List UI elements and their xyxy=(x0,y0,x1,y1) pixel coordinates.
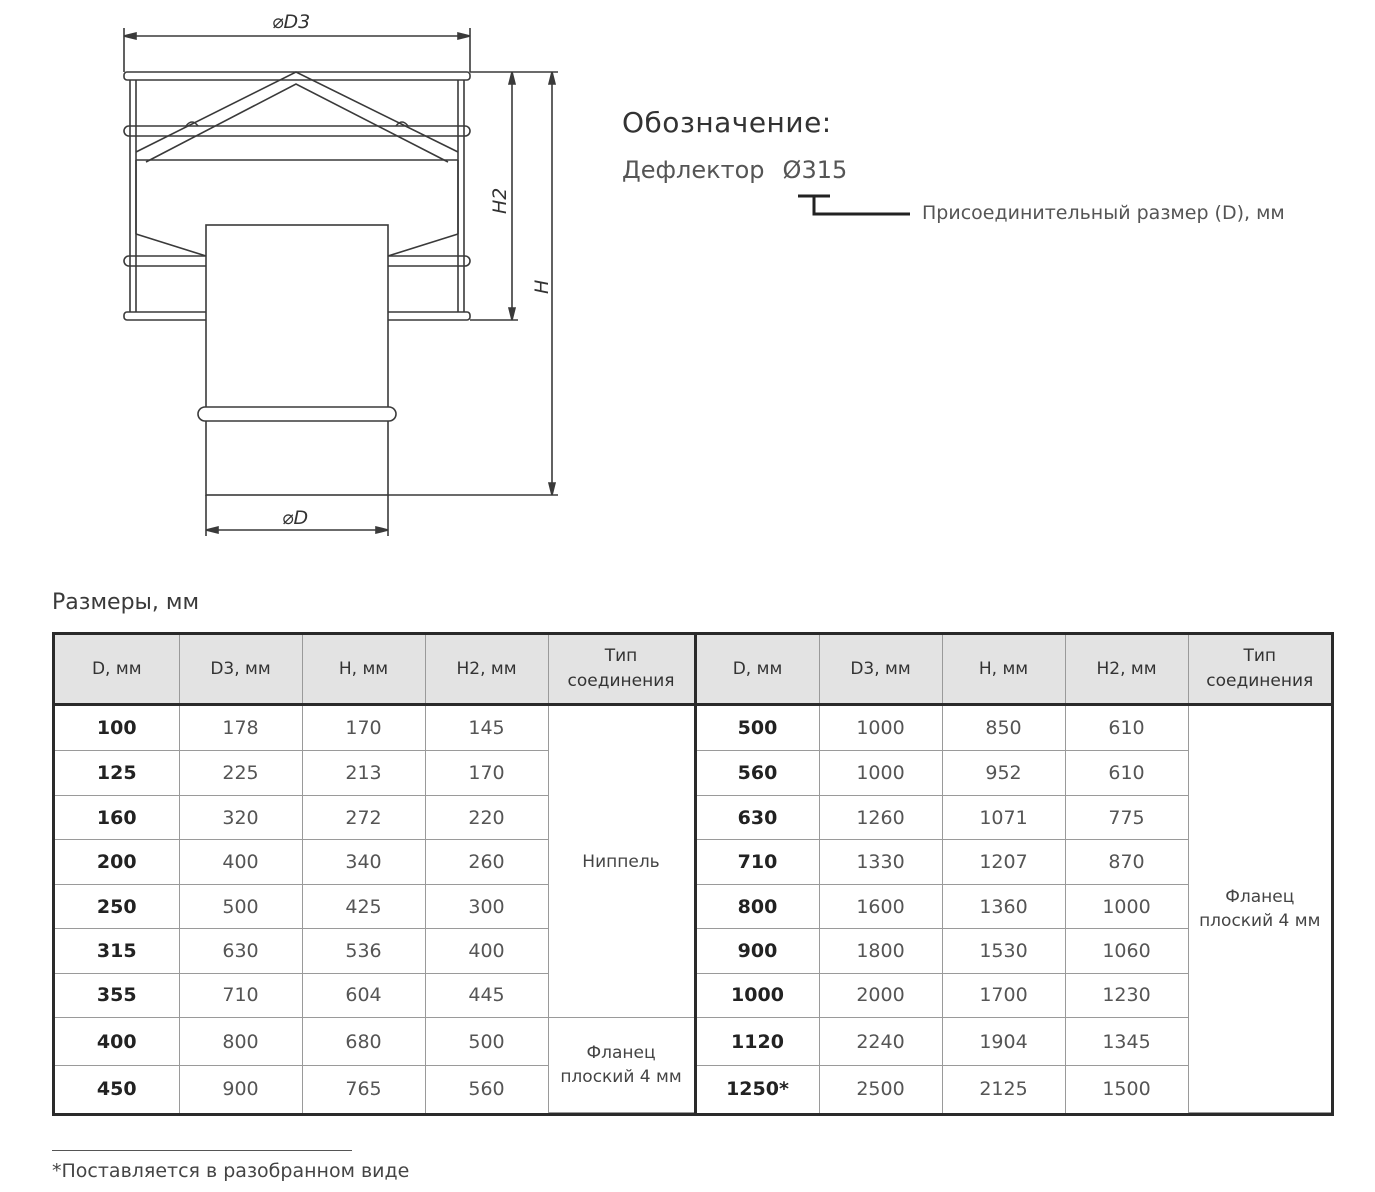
cell-d: 1120 xyxy=(695,1018,819,1066)
cell-d: 400 xyxy=(55,1018,179,1066)
cell-h: 952 xyxy=(942,751,1065,795)
header-d: D, мм xyxy=(55,635,179,705)
cell-h2: 775 xyxy=(1065,795,1188,839)
cell-d3: 400 xyxy=(179,840,302,884)
cell-d3: 1800 xyxy=(819,929,942,973)
cell-d3: 1600 xyxy=(819,884,942,928)
cell-d3: 710 xyxy=(179,973,302,1017)
cell-h2: 260 xyxy=(425,840,548,884)
header-h2: H2, мм xyxy=(425,635,548,705)
cell-h2: 445 xyxy=(425,973,548,1017)
cell-d: 630 xyxy=(695,795,819,839)
cell-h: 2125 xyxy=(942,1066,1065,1113)
cell-h2: 560 xyxy=(425,1066,548,1113)
dimension-h2 xyxy=(470,72,518,320)
product-diameter: Ø315 xyxy=(782,156,848,184)
cell-h: 1530 xyxy=(942,929,1065,973)
cell-connection-flange: Фланец плоский 4 мм xyxy=(1188,705,1331,1113)
header-d3: D3, мм xyxy=(819,635,942,705)
cell-d3: 225 xyxy=(179,751,302,795)
table-header-row xyxy=(55,635,1331,705)
cell-d3: 1000 xyxy=(819,751,942,795)
cell-h2: 145 xyxy=(425,705,548,751)
header-connection: Тип соединения xyxy=(548,635,695,705)
label-d3: ⌀D3 xyxy=(272,11,311,33)
cell-connection-nipple: Ниппель xyxy=(548,705,695,1018)
cell-h2: 170 xyxy=(425,751,548,795)
cell-d3: 2240 xyxy=(819,1018,942,1066)
cell-d: 160 xyxy=(55,795,179,839)
cell-h: 1071 xyxy=(942,795,1065,839)
cell-d3: 1330 xyxy=(819,840,942,884)
cell-h: 604 xyxy=(302,973,425,1017)
cell-d3: 800 xyxy=(179,1018,302,1066)
cell-d: 800 xyxy=(695,884,819,928)
cell-d: 500 xyxy=(695,705,819,751)
cell-d3: 500 xyxy=(179,884,302,928)
cell-d: 450 xyxy=(55,1066,179,1113)
cell-d: 900 xyxy=(695,929,819,973)
label-h2: H2 xyxy=(489,187,511,214)
dimension-d3 xyxy=(124,11,470,72)
cell-d3: 630 xyxy=(179,929,302,973)
cell-h2: 300 xyxy=(425,884,548,928)
cell-h: 340 xyxy=(302,840,425,884)
product-name: Дефлектор xyxy=(622,156,765,184)
cell-d: 250 xyxy=(55,884,179,928)
cell-h: 850 xyxy=(942,705,1065,751)
cell-connection-flange: Фланец плоский 4 мм xyxy=(548,1018,695,1113)
cell-h: 536 xyxy=(302,929,425,973)
cell-d3: 178 xyxy=(179,705,302,751)
cell-h: 1904 xyxy=(942,1018,1065,1066)
cell-h2: 1060 xyxy=(1065,929,1188,973)
designation-product xyxy=(622,156,847,184)
footnote: *Поставляется в разобранном виде xyxy=(52,1160,410,1182)
cell-h2: 1500 xyxy=(1065,1066,1188,1113)
cell-d3: 320 xyxy=(179,795,302,839)
cell-h: 1207 xyxy=(942,840,1065,884)
cell-h2: 1345 xyxy=(1065,1018,1188,1066)
cell-d: 710 xyxy=(695,840,819,884)
cell-h: 272 xyxy=(302,795,425,839)
cell-h: 170 xyxy=(302,705,425,751)
header-h: H, мм xyxy=(942,635,1065,705)
cell-d: 125 xyxy=(55,751,179,795)
header-h: H, мм xyxy=(302,635,425,705)
cell-d: 100 xyxy=(55,705,179,751)
cell-d3: 2500 xyxy=(819,1066,942,1113)
cell-h2: 220 xyxy=(425,795,548,839)
header-d: D, мм xyxy=(695,635,819,705)
table-row xyxy=(55,1018,1331,1066)
cell-d: 1250* xyxy=(695,1066,819,1113)
deflector-drawing xyxy=(0,0,620,560)
dimensions-table xyxy=(52,632,1334,1116)
designation-block xyxy=(622,100,1362,240)
cell-h: 1360 xyxy=(942,884,1065,928)
cell-h2: 610 xyxy=(1065,705,1188,751)
cell-h: 680 xyxy=(302,1018,425,1066)
cell-d: 315 xyxy=(55,929,179,973)
label-h: H xyxy=(531,279,553,294)
designation-explanation: Присоединительный размер (D), мм xyxy=(922,202,1285,224)
cell-h2: 1230 xyxy=(1065,973,1188,1017)
cell-h2: 400 xyxy=(425,929,548,973)
cell-h2: 870 xyxy=(1065,840,1188,884)
cell-d3: 900 xyxy=(179,1066,302,1113)
cell-h: 425 xyxy=(302,884,425,928)
cell-d: 1000 xyxy=(695,973,819,1017)
dimension-d xyxy=(206,495,388,536)
header-connection: Тип соединения xyxy=(1188,635,1331,705)
designation-title: Обозначение: xyxy=(622,106,832,139)
header-d3: D3, мм xyxy=(179,635,302,705)
cell-h: 1700 xyxy=(942,973,1065,1017)
cell-h2: 610 xyxy=(1065,751,1188,795)
table-caption: Размеры, мм xyxy=(52,590,200,615)
connection-pipe xyxy=(198,225,396,495)
cell-d: 200 xyxy=(55,840,179,884)
cell-h2: 1000 xyxy=(1065,884,1188,928)
label-d: ⌀D xyxy=(282,507,309,529)
footnote-divider xyxy=(52,1150,352,1151)
cell-d: 560 xyxy=(695,751,819,795)
cell-h2: 500 xyxy=(425,1018,548,1066)
table-row xyxy=(55,705,1331,751)
cell-h: 765 xyxy=(302,1066,425,1113)
cell-d: 355 xyxy=(55,973,179,1017)
cell-d3: 2000 xyxy=(819,973,942,1017)
cell-h: 213 xyxy=(302,751,425,795)
cell-d3: 1000 xyxy=(819,705,942,751)
header-h2: H2, мм xyxy=(1065,635,1188,705)
cell-d3: 1260 xyxy=(819,795,942,839)
